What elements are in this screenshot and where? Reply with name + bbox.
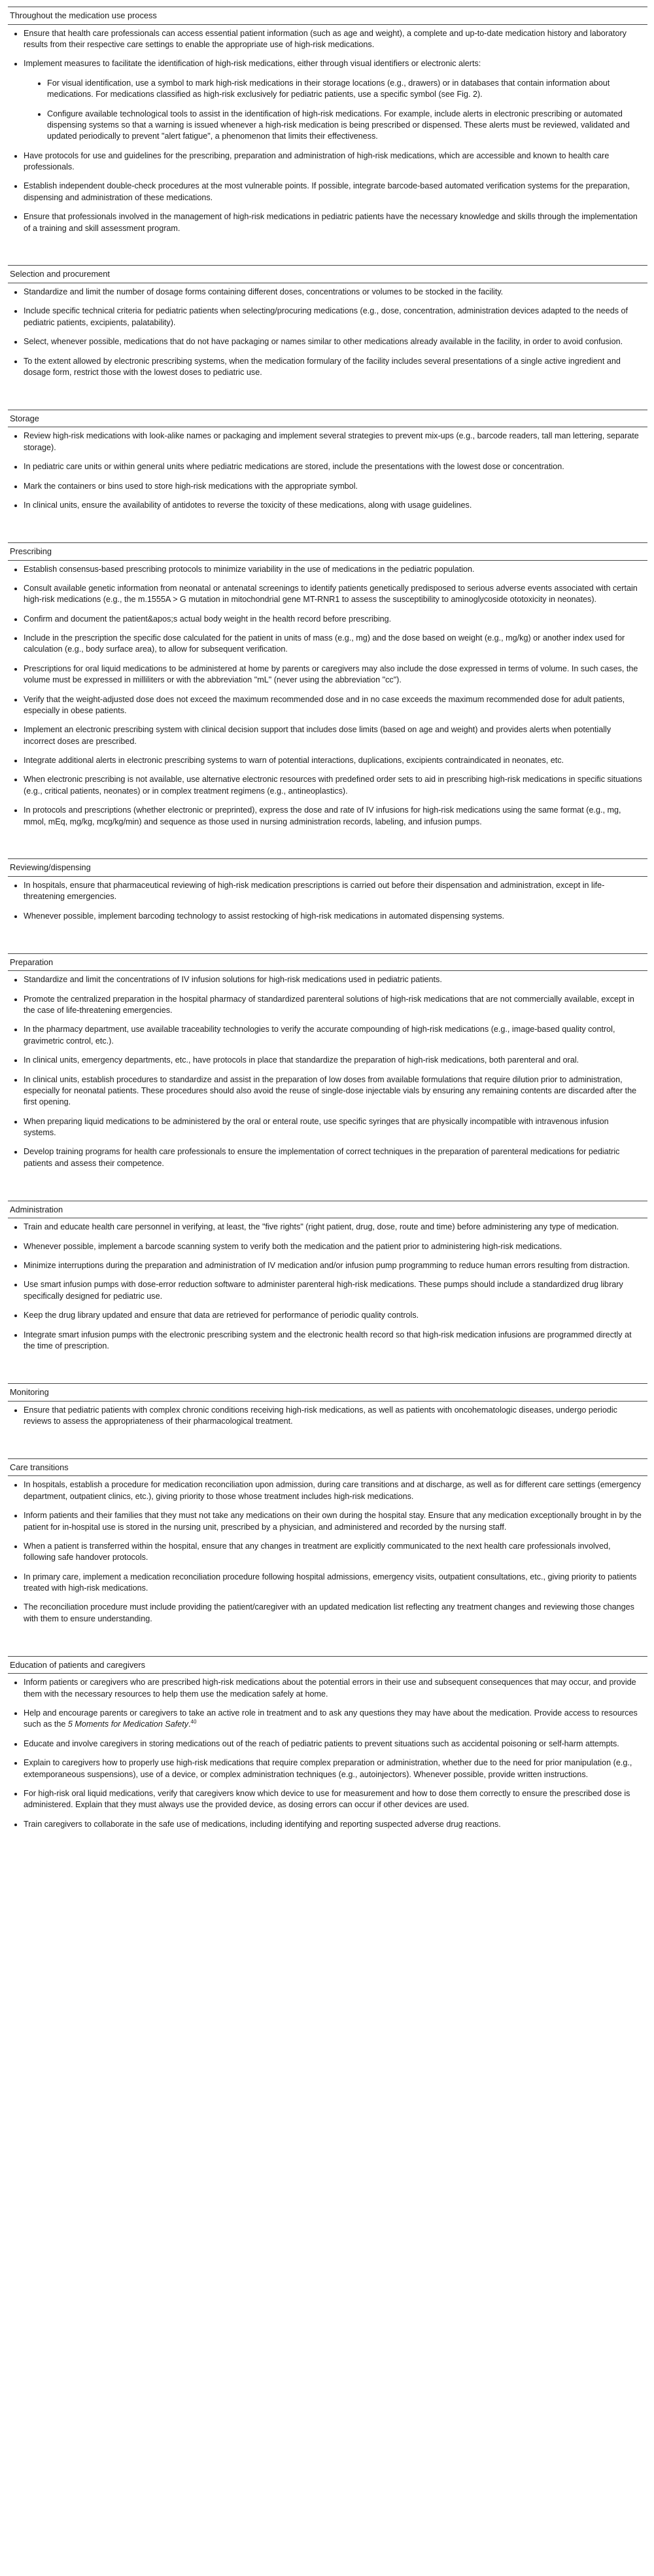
list-item (24, 287, 647, 298)
list-item-text: Establish independent double-check procedures at the most vulnerable points. If possible, integrate barcode-based automated verification systems for the preparation, dispensing and administration of these medications. (24, 181, 630, 202)
list-item (24, 28, 647, 51)
list-item (24, 805, 647, 828)
section-title: Care transitions (8, 1458, 647, 1476)
section-header-administration (8, 1201, 647, 1218)
recommendation-list (8, 431, 647, 511)
list-item-text: Whenever possible, implement barcoding technology to assist restocking of high-risk medications in automated dispensing systems. (24, 911, 505, 921)
list-item (24, 481, 647, 492)
list-item-text: Train caregivers to collaborate in the safe use of medications, including identifying and reporting suspected adverse drug reactions. (24, 1819, 501, 1829)
recommendation-list (8, 564, 647, 828)
list-item (24, 306, 647, 328)
list-item-text: In protocols and prescriptions (whether electronic or preprinted), express the dose and rate of IV infusions for high-risk medications using the same format (e.g., mg, mmol, mEq, mg/kg, mcg/kg/min) and sequence as those used in nursing administration records, labeling, and infusion pumps. (24, 805, 621, 826)
list-item (24, 1572, 647, 1595)
section-spacer (8, 386, 647, 410)
list-item (24, 58, 647, 142)
list-item-text: Verify that the weight-adjusted dose does not exceed the maximum recommended dose and in no case exceeds the maximum recommended dose for adult patients, especially in obese patients. (24, 694, 625, 715)
list-item (24, 1788, 647, 1811)
list-item (24, 150, 647, 173)
list-item (24, 1222, 647, 1233)
list-item-text: Implement measures to facilitate the identification of high-risk medications, either through visual identifiers or electronic alerts: (24, 59, 481, 69)
section-title: Monitoring (8, 1383, 647, 1401)
list-item (24, 724, 647, 747)
list-item (24, 1757, 647, 1780)
list-item-text: Develop training programs for health care professionals to ensure the implementation of correct techniques in the preparation of parenteral medications for pediatric patients and assess their competence. (24, 1147, 620, 1168)
list-item-text: To the extent allowed by electronic prescribing systems, when the medication formulary of the facility includes several presentations of a single active ingredient and dosage form, restrict those with the lowest doses to pediatric use. (24, 356, 621, 377)
list-item-text: Include in the prescription the specific dose calculated for the patient in units of mass (e.g., mg) and the dose based on weight (e.g., mg/kg) or another index used for calculation (e.g., body surface area), to allow for subsequent verification. (24, 633, 625, 654)
section-header-monitoring (8, 1383, 647, 1401)
reference-superscript: 40 (190, 1719, 197, 1725)
section-spacer (8, 1435, 647, 1458)
list-item (24, 1116, 647, 1139)
section-spacer (8, 836, 647, 859)
list-item-text: Ensure that pediatric patients with complex chronic conditions receiving high-risk medications, as well as patients with oncohematologic diseases, undergo periodic reviews to assess the appropriateness of their pharmacological treatment. (24, 1405, 617, 1426)
resource-title: 5 Moments for Medication Safety (67, 1720, 189, 1729)
list-item (24, 1510, 647, 1533)
recommendation-list (8, 287, 647, 378)
section-title: Administration (8, 1201, 647, 1218)
recommendations-table (8, 7, 647, 1838)
section-title: Selection and procurement (8, 266, 647, 283)
list-item-text: In hospitals, establish a procedure for medication reconciliation upon admission, during care transitions and at discharge, as well as for different care settings (emergency department, outpatient clinics, etc.), giving priority to those whose treatment includes high-risk medications. (24, 1480, 642, 1501)
list-item (24, 774, 647, 797)
list-item-text: Inform patients and their families that they must not take any medications on their own during the hospital stay. Ensure that any medication exceptionally brought in by the patient for in-hospital use is stored in the nursing unit, prescribed by a physician, and administered and recorded by the nursing staff. (24, 1511, 642, 1532)
list-item-text: When electronic prescribing is not available, use alternative electronic resources with predefined order sets to aid in prescribing high-risk medications in specific situations (e.g., critical patients, neonates) or in complex treatment regimens (e.g., antineoplastics). (24, 775, 642, 796)
list-item (24, 211, 647, 234)
recommendation-list (8, 1222, 647, 1352)
list-item-text: Educate and involve caregivers in storing medications out of the reach of pediatric patients to prevent situations such as accidental poisoning or self-harm attempts. (24, 1738, 619, 1748)
list-item (24, 1819, 647, 1830)
list-item (24, 755, 647, 766)
list-item-text: In clinical units, establish procedures to standardize and assist in the preparation of low doses from available formulations that require dilution prior to administration, especially for neonatal patients. These procedures should also avoid the reuse of single-dose injectable vials by ensuring any remaining contents are discarded after the first opening. (24, 1074, 637, 1107)
list-item (24, 1024, 647, 1047)
list-item-text: Use smart infusion pumps with dose-error reduction software to administer parenteral high-risk medications. These pumps should include a standardized drug library specifically designed for pediatric use. (24, 1280, 623, 1301)
list-item (24, 1677, 647, 1700)
list-item (24, 336, 647, 347)
list-item (24, 974, 647, 985)
list-item (24, 1146, 647, 1169)
list-item (24, 1260, 647, 1271)
list-item-text: The reconciliation procedure must include providing the patient/caregiver with an updated medication list reflecting any treatment changes and reviewing those changes with them to ensure understanding. (24, 1602, 634, 1623)
section-spacer (8, 519, 647, 542)
section-header-preparation (8, 953, 647, 971)
section-body (8, 283, 647, 387)
list-item (24, 1310, 647, 1321)
list-item-text: Establish consensus-based prescribing protocols to minimize variability in the use of medications in the pediatric population. (24, 564, 475, 574)
section-body (8, 1476, 647, 1632)
section-header-education-of-patients-and-caregivers (8, 1656, 647, 1674)
list-item-text: Inform patients or caregivers who are prescribed high-risk medications about the potential errors in their use and subsequent consequences that may occur, and provide them with the necessary resources to help them use the medication safely at home. (24, 1678, 636, 1699)
section-body (8, 24, 647, 242)
list-item-text: In hospitals, ensure that pharmaceutical reviewing of high-risk medication prescriptions is carried out before their dispensation and administration, except in life-threatening emergencies. (24, 881, 605, 902)
list-item (24, 1541, 647, 1564)
list-item (24, 1330, 647, 1352)
list-item-text: In clinical units, emergency departments, etc., have protocols in place that standardize the preparation of high-risk medications, both parenteral and oral. (24, 1055, 579, 1065)
list-item (24, 1241, 647, 1252)
list-item (24, 633, 647, 656)
recommendation-list (8, 1677, 647, 1830)
list-item (24, 500, 647, 511)
list-item-text: Review high-risk medications with look-alike names or packaging and implement several strategies to prevent mix-ups (e.g., barcode readers, tall man lettering, separate storage). (24, 431, 639, 452)
section-header-selection-and-procurement (8, 266, 647, 283)
section-title: Throughout the medication use process (8, 7, 647, 25)
list-item (24, 880, 647, 903)
list-item (24, 431, 647, 453)
list-item (24, 1074, 647, 1108)
list-item (24, 663, 647, 686)
recommendation-list (8, 974, 647, 1169)
sub-list-item: Configure available technological tools to assist in the identification of high-risk medications. For example, include alerts in electronic prescribing or automated dispensing systems so that a warning is issued whenever a high-risk medication is being prescribed or dispensed. These alerts must be reviewed, validated and updated periodically to prevent "alert fatigue", a phenomenon that limits their effectiveness. (47, 109, 642, 143)
list-item (24, 583, 647, 606)
list-item-text: In pediatric care units or within general units where pediatric medications are stored, include the presentations with the lowest dose or concentration. (24, 462, 564, 472)
section-header-prescribing (8, 542, 647, 560)
list-item (24, 1279, 647, 1302)
recommendation-list (8, 1479, 647, 1625)
list-item-text: Keep the drug library updated and ensure that data are retrieved for performance of periodic quality controls. (24, 1311, 419, 1320)
list-item-text: Integrate additional alerts in electronic prescribing systems to warn of potential interactions, duplications, excipients contraindicated in neonates, etc. (24, 756, 564, 765)
section-spacer (8, 242, 647, 266)
list-item-text: Minimize interruptions during the preparation and administration of IV medication and/or infusion pump programming to reduce human errors resulting from distraction. (24, 1261, 630, 1271)
section-title: Preparation (8, 953, 647, 971)
section-header-care-transitions (8, 1458, 647, 1476)
section-title: Storage (8, 410, 647, 427)
section-header-reviewing-dispensing (8, 859, 647, 877)
list-item-text: Have protocols for use and guidelines for the prescribing, preparation and administration of high-risk medications, which are accessible and known to health care professionals. (24, 150, 610, 172)
list-item-text: Prescriptions for oral liquid medications to be administered at home by parents or caregivers may also include the dose expressed in terms of volume. In such cases, the volume must be expressed in milliliters or with the abbreviation "mL" (never using the abbreviation "cc"). (24, 663, 638, 685)
list-item-text: Ensure that health care professionals can access essential patient information (such as age and weight), a complete and up-to-date medication history and laboratory results from their respective care settings to enable the appropriate use of high-risk medications. (24, 28, 627, 50)
section-body (8, 560, 647, 836)
section-spacer (8, 930, 647, 953)
list-item (24, 994, 647, 1017)
recommendation-list (8, 28, 647, 234)
list-item (24, 1479, 647, 1502)
section-spacer (8, 1632, 647, 1656)
list-item (24, 564, 647, 575)
list-item-text: Implement an electronic prescribing system with clinical decision support that includes dose limits (based on age and weight) and provides alerts when potentially incorrect doses are prescribed. (24, 725, 611, 746)
list-item-text: When preparing liquid medications to be administered by the oral or enteral route, use specific syringes that are physically incompatible with intravenous infusion systems. (24, 1116, 609, 1138)
list-item-text: Confirm and document the patient&apos;s actual body weight in the health record before prescribing. (24, 614, 392, 624)
list-item-text: In primary care, implement a medication reconciliation procedure following hospital admissions, emergency visits, outpatient consultations, etc., giving priority to patients treated with high-risk medications. (24, 1572, 637, 1593)
section-title: Prescribing (8, 542, 647, 560)
list-item-text: Consult available genetic information from neonatal or antenatal screenings to identify patients genetically predisposed to serious adverse events associated with certain high-risk medications (e.g., the m.1555A > G mutation in mitochondrial gene MT-RNR1 to assess the susceptibility to aminoglycoside ototoxicity in neonates). (24, 583, 638, 605)
list-item-text: Select, whenever possible, medications that do not have packaging or names similar to other medications already available in the facility, in order to avoid confusion. (24, 337, 623, 347)
section-header-throughout-the-medication-use-process (8, 7, 647, 25)
list-item-text: Include specific technical criteria for pediatric patients when selecting/procuring medications (e.g., dose, concentration, administration devices adapted to the needs of pediatric patients, excipients, palatability). (24, 306, 628, 327)
section-spacer (8, 1360, 647, 1383)
list-item (24, 614, 647, 625)
list-item (24, 911, 647, 922)
list-item (24, 356, 647, 379)
section-body (8, 1218, 647, 1360)
list-item-text: Standardize and limit the number of dosage forms containing different doses, concentrations or volumes to be stocked in the facility. (24, 287, 504, 297)
list-item (24, 461, 647, 472)
sub-list-item: For visual identification, use a symbol to mark high-risk medications in their storage locations (e.g., drawers) or in databases that contain information about medications. For medications classified as high-risk exclusively for pediatric patients, use a specific symbol (see Fig. 2). (47, 78, 642, 101)
list-item-text: Train and educate health care personnel in verifying, at least, the "five rights" (right patient, drug, dose, route and time) before administering any type of medication. (24, 1222, 619, 1232)
list-item (24, 181, 647, 203)
list-item-text: Standardize and limit the concentrations of IV infusion solutions for high-risk medications used in pediatric patients. (24, 975, 442, 985)
list-item-text: Whenever possible, implement a barcode scanning system to verify both the medication and the patient prior to administering high-risk medications. (24, 1241, 562, 1251)
table-body (8, 7, 647, 1839)
section-body (8, 427, 647, 519)
list-item-text: Integrate smart infusion pumps with the electronic prescribing system and the electronic health record so that high-risk medication infusions are programmed directly at the time of prescription. (24, 1330, 632, 1350)
list-item (24, 1055, 647, 1066)
section-body (8, 1674, 647, 1838)
section-body (8, 1401, 647, 1435)
section-title: Reviewing/dispensing (8, 859, 647, 877)
list-item (24, 1738, 647, 1750)
list-item (24, 1405, 647, 1428)
section-body (8, 877, 647, 930)
recommendation-list (8, 880, 647, 922)
section-title: Education of patients and caregivers (8, 1656, 647, 1674)
recommendation-list (8, 1405, 647, 1428)
list-item-text: Ensure that professionals involved in the management of high-risk medications in pediatric patients have the necessary knowledge and skills through the implementation of a training and skill assessment program. (24, 212, 638, 233)
list-item (24, 1602, 647, 1625)
list-item-text: In clinical units, ensure the availability of antidotes to reverse the toxicity of these medications, along with usage guidelines. (24, 500, 472, 510)
list-item-text: Explain to caregivers how to properly use high-risk medications that require complex preparation or administration, whether due to the need for prior manipulation (e.g., extemporaneous suspensions), use of a device, or complex administration techniques (e.g., autoinjectors). Whenever possible, provide written instructions. (24, 1758, 632, 1779)
section-body (8, 971, 647, 1177)
list-item-text: For high-risk oral liquid medications, verify that caregivers know which device to use for measurement and how to dose them correctly to ensure the prescribed dose is administered. Explain that they must always use the provided device, as dosing errors can occur if other devices are used. (24, 1788, 630, 1810)
list-item (24, 694, 647, 717)
list-item-text: In the pharmacy department, use available traceability technologies to verify the accurate compounding of high-risk medications (e.g., image-based quality control, gravimetric control, etc.). (24, 1025, 615, 1046)
list-item: Help and encourage parents or caregivers to take an active role in treatment and to ask any questions they may have about the medication. Provide access to resources such as the 5 Moments for Medication Safety.$^{40}$ (24, 1708, 647, 1731)
sub-list (24, 78, 642, 143)
list-item-text: Promote the centralized preparation in the hospital pharmacy of standardized parenteral solutions of high-risk medications that are not commercially available, except in the case of life-threatening emergencies. (24, 994, 634, 1015)
section-spacer (8, 1177, 647, 1201)
section-header-storage (8, 410, 647, 427)
list-item-text: When a patient is transferred within the hospital, ensure that any changes in treatment are explicitly communicated to the next health care professionals involved, following safe handover protocols. (24, 1541, 611, 1562)
list-item-text: Help and encourage parents or caregivers to take an active role in treatment and to ask any questions they may have about the medication. Provide access to resources such as the (24, 1708, 638, 1729)
list-item-text: Mark the containers or bins used to store high-risk medications with the appropriate symbol. (24, 481, 358, 491)
